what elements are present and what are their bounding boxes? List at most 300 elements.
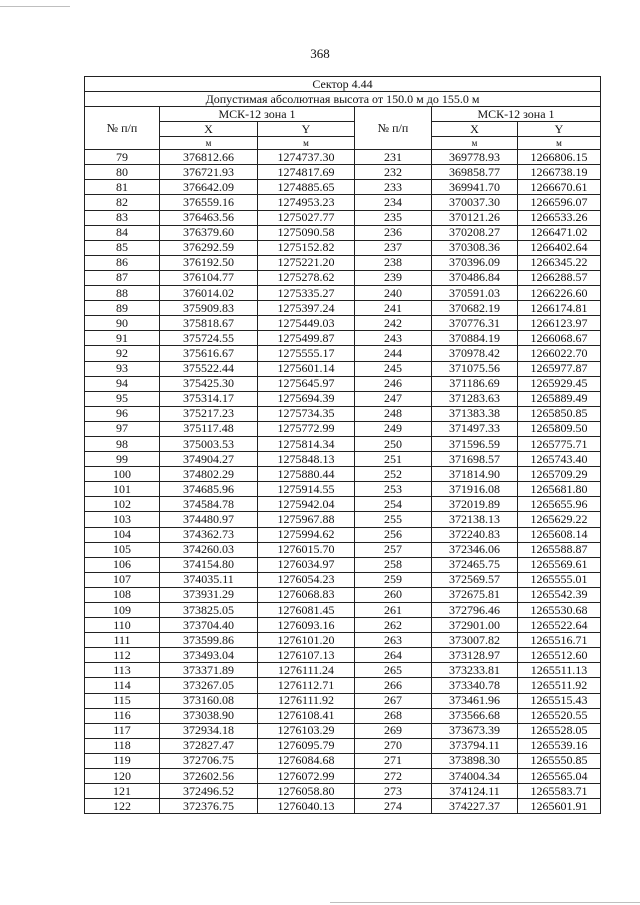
left-point-number-cell: 113 xyxy=(85,663,160,678)
left-x-coordinate-cell: 375117.48 xyxy=(160,421,258,436)
table-row xyxy=(85,301,601,316)
right-y-coordinate-cell: 1265555.01 xyxy=(518,572,601,587)
left-index-header: № п/п xyxy=(85,107,160,150)
left-x-coordinate-cell: 372934.18 xyxy=(160,723,258,738)
table-row xyxy=(85,391,601,406)
left-x-coordinate-cell: 372827.47 xyxy=(160,738,258,753)
left-x-header: X xyxy=(160,122,258,137)
table-row xyxy=(85,165,601,180)
left-point-number-cell: 82 xyxy=(85,195,160,210)
left-point-number-cell: 111 xyxy=(85,633,160,648)
right-point-number-cell: 237 xyxy=(355,240,432,255)
right-point-number-cell: 271 xyxy=(355,753,432,768)
right-x-coordinate-cell: 372346.06 xyxy=(432,542,518,557)
right-point-number-cell: 258 xyxy=(355,557,432,572)
left-x-coordinate-cell: 374904.27 xyxy=(160,452,258,467)
left-x-coordinate-cell: 374035.11 xyxy=(160,572,258,587)
right-x-unit: м xyxy=(432,137,518,150)
right-y-coordinate-cell: 1265516.71 xyxy=(518,633,601,648)
right-point-number-cell: 264 xyxy=(355,648,432,663)
left-y-coordinate-cell: 1275397.24 xyxy=(258,301,355,316)
left-point-number-cell: 107 xyxy=(85,572,160,587)
left-x-coordinate-cell: 372602.56 xyxy=(160,769,258,784)
right-point-number-cell: 249 xyxy=(355,421,432,436)
right-point-number-cell: 251 xyxy=(355,452,432,467)
left-y-coordinate-cell: 1275772.99 xyxy=(258,421,355,436)
table-row xyxy=(85,663,601,678)
left-coordinate-system-header: МСК-12 зона 1 xyxy=(160,107,355,122)
right-y-coordinate-cell: 1265629.22 xyxy=(518,512,601,527)
left-point-number-cell: 103 xyxy=(85,512,160,527)
left-x-coordinate-cell: 374260.03 xyxy=(160,542,258,557)
table-row xyxy=(85,240,601,255)
left-y-coordinate-cell: 1275449.03 xyxy=(258,316,355,331)
right-x-coordinate-cell: 370121.26 xyxy=(432,210,518,225)
left-y-coordinate-cell: 1275027.77 xyxy=(258,210,355,225)
left-x-coordinate-cell: 372706.75 xyxy=(160,753,258,768)
table-row xyxy=(85,693,601,708)
right-x-coordinate-cell: 371383.38 xyxy=(432,406,518,421)
right-y-coordinate-cell: 1265511.13 xyxy=(518,663,601,678)
left-y-coordinate-cell: 1276101.20 xyxy=(258,633,355,648)
left-point-number-cell: 80 xyxy=(85,165,160,180)
right-y-coordinate-cell: 1266174.81 xyxy=(518,301,601,316)
right-y-coordinate-cell: 1266345.22 xyxy=(518,255,601,270)
sector-title: Сектор 4.44 xyxy=(85,77,601,92)
left-point-number-cell: 94 xyxy=(85,376,160,391)
left-x-coordinate-cell: 376463.56 xyxy=(160,210,258,225)
right-point-number-cell: 247 xyxy=(355,391,432,406)
right-x-coordinate-cell: 372675.81 xyxy=(432,587,518,602)
left-y-coordinate-cell: 1275942.04 xyxy=(258,497,355,512)
right-point-number-cell: 265 xyxy=(355,663,432,678)
left-y-coordinate-cell: 1275694.39 xyxy=(258,391,355,406)
right-y-coordinate-cell: 1266596.07 xyxy=(518,195,601,210)
right-point-number-cell: 241 xyxy=(355,301,432,316)
table-row xyxy=(85,587,601,602)
right-x-coordinate-cell: 372796.46 xyxy=(432,603,518,618)
right-x-coordinate-cell: 370308.36 xyxy=(432,240,518,255)
coordinates-table-body xyxy=(85,150,601,814)
right-x-coordinate-cell: 373340.78 xyxy=(432,678,518,693)
table-row xyxy=(85,255,601,270)
right-point-number-cell: 234 xyxy=(355,195,432,210)
table-row xyxy=(85,452,601,467)
left-x-coordinate-cell: 373825.05 xyxy=(160,603,258,618)
left-point-number-cell: 102 xyxy=(85,497,160,512)
right-x-header: X xyxy=(432,122,518,137)
right-x-coordinate-cell: 371698.57 xyxy=(432,452,518,467)
right-point-number-cell: 243 xyxy=(355,331,432,346)
left-point-number-cell: 117 xyxy=(85,723,160,738)
table-row xyxy=(85,195,601,210)
left-y-coordinate-cell: 1275848.13 xyxy=(258,452,355,467)
left-point-number-cell: 110 xyxy=(85,618,160,633)
right-y-coordinate-cell: 1266670.61 xyxy=(518,180,601,195)
right-point-number-cell: 253 xyxy=(355,482,432,497)
left-point-number-cell: 90 xyxy=(85,316,160,331)
left-y-coordinate-cell: 1276103.29 xyxy=(258,723,355,738)
right-point-number-cell: 231 xyxy=(355,150,432,165)
left-y-coordinate-cell: 1274737.30 xyxy=(258,150,355,165)
left-point-number-cell: 83 xyxy=(85,210,160,225)
left-x-coordinate-cell: 376104.77 xyxy=(160,270,258,285)
right-y-coordinate-cell: 1266226.60 xyxy=(518,286,601,301)
right-point-number-cell: 239 xyxy=(355,270,432,285)
table-row xyxy=(85,361,601,376)
left-x-coordinate-cell: 376192.50 xyxy=(160,255,258,270)
left-y-coordinate-cell: 1275221.20 xyxy=(258,255,355,270)
right-y-coordinate-cell: 1265520.55 xyxy=(518,708,601,723)
scan-edge-line-top xyxy=(0,6,70,7)
right-point-number-cell: 252 xyxy=(355,467,432,482)
left-y-coordinate-cell: 1276068.83 xyxy=(258,587,355,602)
left-y-coordinate-cell: 1276108.41 xyxy=(258,708,355,723)
table-row xyxy=(85,270,601,285)
table-row xyxy=(85,180,601,195)
table-row xyxy=(85,603,601,618)
left-x-coordinate-cell: 373038.90 xyxy=(160,708,258,723)
right-y-coordinate-cell: 1265530.68 xyxy=(518,603,601,618)
left-point-number-cell: 104 xyxy=(85,527,160,542)
left-x-coordinate-cell: 374480.97 xyxy=(160,512,258,527)
table-row xyxy=(85,784,601,799)
right-point-number-cell: 242 xyxy=(355,316,432,331)
right-y-coordinate-cell: 1265511.92 xyxy=(518,678,601,693)
right-x-coordinate-cell: 374124.11 xyxy=(432,784,518,799)
left-x-coordinate-cell: 374802.29 xyxy=(160,467,258,482)
right-y-coordinate-cell: 1265550.85 xyxy=(518,753,601,768)
right-point-number-cell: 245 xyxy=(355,361,432,376)
left-point-number-cell: 109 xyxy=(85,603,160,618)
right-y-header: Y xyxy=(518,122,601,137)
right-x-coordinate-cell: 374227.37 xyxy=(432,799,518,814)
right-point-number-cell: 250 xyxy=(355,436,432,451)
right-x-coordinate-cell: 369941.70 xyxy=(432,180,518,195)
table-row xyxy=(85,286,601,301)
left-y-coordinate-cell: 1274953.23 xyxy=(258,195,355,210)
left-point-number-cell: 95 xyxy=(85,391,160,406)
table-row xyxy=(85,376,601,391)
left-point-number-cell: 96 xyxy=(85,406,160,421)
right-y-coordinate-cell: 1265743.40 xyxy=(518,452,601,467)
table-row xyxy=(85,331,601,346)
right-x-coordinate-cell: 370884.19 xyxy=(432,331,518,346)
right-coordinate-system-header: МСК-12 зона 1 xyxy=(432,107,601,122)
left-point-number-cell: 88 xyxy=(85,286,160,301)
left-x-coordinate-cell: 375217.23 xyxy=(160,406,258,421)
right-x-coordinate-cell: 370396.09 xyxy=(432,255,518,270)
left-point-number-cell: 97 xyxy=(85,421,160,436)
right-y-coordinate-cell: 1265515.43 xyxy=(518,693,601,708)
left-x-coordinate-cell: 375724.55 xyxy=(160,331,258,346)
right-x-coordinate-cell: 371596.59 xyxy=(432,436,518,451)
right-point-number-cell: 263 xyxy=(355,633,432,648)
right-x-coordinate-cell: 373794.11 xyxy=(432,738,518,753)
left-point-number-cell: 108 xyxy=(85,587,160,602)
left-y-coordinate-cell: 1275278.62 xyxy=(258,270,355,285)
left-y-coordinate-cell: 1274885.65 xyxy=(258,180,355,195)
left-y-coordinate-cell: 1276111.24 xyxy=(258,663,355,678)
left-point-number-cell: 91 xyxy=(85,331,160,346)
left-y-coordinate-cell: 1275880.44 xyxy=(258,467,355,482)
left-y-coordinate-cell: 1275994.62 xyxy=(258,527,355,542)
right-x-coordinate-cell: 373898.30 xyxy=(432,753,518,768)
left-x-coordinate-cell: 374685.96 xyxy=(160,482,258,497)
right-x-coordinate-cell: 370682.19 xyxy=(432,301,518,316)
right-y-coordinate-cell: 1265588.87 xyxy=(518,542,601,557)
left-point-number-cell: 106 xyxy=(85,557,160,572)
left-point-number-cell: 118 xyxy=(85,738,160,753)
left-x-coordinate-cell: 376014.02 xyxy=(160,286,258,301)
right-y-coordinate-cell: 1266806.15 xyxy=(518,150,601,165)
right-x-coordinate-cell: 370208.27 xyxy=(432,225,518,240)
right-y-coordinate-cell: 1265681.80 xyxy=(518,482,601,497)
left-point-number-cell: 99 xyxy=(85,452,160,467)
table-row xyxy=(85,618,601,633)
table-row xyxy=(85,482,601,497)
left-y-coordinate-cell: 1275090.58 xyxy=(258,225,355,240)
right-y-coordinate-cell: 1265539.16 xyxy=(518,738,601,753)
left-point-number-cell: 101 xyxy=(85,482,160,497)
right-y-coordinate-cell: 1265512.60 xyxy=(518,648,601,663)
right-x-coordinate-cell: 373461.96 xyxy=(432,693,518,708)
right-x-coordinate-cell: 369778.93 xyxy=(432,150,518,165)
table-row xyxy=(85,436,601,451)
left-point-number-cell: 87 xyxy=(85,270,160,285)
table-row xyxy=(85,753,601,768)
right-y-coordinate-cell: 1265601.91 xyxy=(518,799,601,814)
right-x-coordinate-cell: 371075.56 xyxy=(432,361,518,376)
height-range-title: Допустимая абсолютная высота от 150.0 м до 155.0 м xyxy=(85,92,601,107)
left-point-number-cell: 100 xyxy=(85,467,160,482)
right-point-number-cell: 244 xyxy=(355,346,432,361)
left-x-coordinate-cell: 376642.09 xyxy=(160,180,258,195)
right-point-number-cell: 235 xyxy=(355,210,432,225)
right-y-coordinate-cell: 1265889.49 xyxy=(518,391,601,406)
left-point-number-cell: 115 xyxy=(85,693,160,708)
right-y-coordinate-cell: 1266068.67 xyxy=(518,331,601,346)
right-x-coordinate-cell: 372901.00 xyxy=(432,618,518,633)
right-index-header: № п/п xyxy=(355,107,432,150)
left-y-coordinate-cell: 1276111.92 xyxy=(258,693,355,708)
right-y-coordinate-cell: 1265929.45 xyxy=(518,376,601,391)
right-y-coordinate-cell: 1266123.97 xyxy=(518,316,601,331)
right-point-number-cell: 267 xyxy=(355,693,432,708)
left-y-coordinate-cell: 1276093.16 xyxy=(258,618,355,633)
right-y-coordinate-cell: 1266738.19 xyxy=(518,165,601,180)
left-x-coordinate-cell: 373371.89 xyxy=(160,663,258,678)
left-x-coordinate-cell: 373267.05 xyxy=(160,678,258,693)
right-point-number-cell: 257 xyxy=(355,542,432,557)
right-y-coordinate-cell: 1265809.50 xyxy=(518,421,601,436)
right-y-coordinate-cell: 1265608.14 xyxy=(518,527,601,542)
coordinates-table xyxy=(84,76,601,814)
right-point-number-cell: 268 xyxy=(355,708,432,723)
scan-edge-line-bottom xyxy=(330,902,640,903)
right-point-number-cell: 261 xyxy=(355,603,432,618)
left-y-coordinate-cell: 1275499.87 xyxy=(258,331,355,346)
left-y-coordinate-cell: 1276081.45 xyxy=(258,603,355,618)
right-x-coordinate-cell: 370486.84 xyxy=(432,270,518,285)
right-y-coordinate-cell: 1266402.64 xyxy=(518,240,601,255)
left-x-coordinate-cell: 375314.17 xyxy=(160,391,258,406)
right-x-coordinate-cell: 371186.69 xyxy=(432,376,518,391)
left-point-number-cell: 85 xyxy=(85,240,160,255)
table-row xyxy=(85,542,601,557)
left-y-coordinate-cell: 1275645.97 xyxy=(258,376,355,391)
left-y-header: Y xyxy=(258,122,355,137)
left-x-coordinate-cell: 373599.86 xyxy=(160,633,258,648)
right-point-number-cell: 238 xyxy=(355,255,432,270)
table-row xyxy=(85,572,601,587)
right-point-number-cell: 259 xyxy=(355,572,432,587)
right-x-coordinate-cell: 371814.90 xyxy=(432,467,518,482)
right-x-coordinate-cell: 370776.31 xyxy=(432,316,518,331)
left-x-coordinate-cell: 372496.52 xyxy=(160,784,258,799)
table-row xyxy=(85,346,601,361)
right-point-number-cell: 248 xyxy=(355,406,432,421)
table-row xyxy=(85,210,601,225)
left-y-coordinate-cell: 1275914.55 xyxy=(258,482,355,497)
right-point-number-cell: 240 xyxy=(355,286,432,301)
right-y-coordinate-cell: 1265655.96 xyxy=(518,497,601,512)
left-point-number-cell: 105 xyxy=(85,542,160,557)
left-point-number-cell: 116 xyxy=(85,708,160,723)
left-point-number-cell: 84 xyxy=(85,225,160,240)
left-x-coordinate-cell: 373931.29 xyxy=(160,587,258,602)
left-y-coordinate-cell: 1275601.14 xyxy=(258,361,355,376)
table-row xyxy=(85,633,601,648)
left-point-number-cell: 122 xyxy=(85,799,160,814)
right-point-number-cell: 272 xyxy=(355,769,432,784)
right-point-number-cell: 246 xyxy=(355,376,432,391)
left-y-coordinate-cell: 1276084.68 xyxy=(258,753,355,768)
table-row xyxy=(85,467,601,482)
table-row xyxy=(85,678,601,693)
left-y-coordinate-cell: 1276040.13 xyxy=(258,799,355,814)
left-x-coordinate-cell: 376559.16 xyxy=(160,195,258,210)
right-point-number-cell: 262 xyxy=(355,618,432,633)
table-row xyxy=(85,557,601,572)
left-x-coordinate-cell: 375909.83 xyxy=(160,301,258,316)
left-point-number-cell: 81 xyxy=(85,180,160,195)
table-row xyxy=(85,738,601,753)
right-y-coordinate-cell: 1265977.87 xyxy=(518,361,601,376)
page-number: 368 xyxy=(310,46,330,61)
right-x-coordinate-cell: 372465.75 xyxy=(432,557,518,572)
right-point-number-cell: 233 xyxy=(355,180,432,195)
left-y-coordinate-cell: 1275555.17 xyxy=(258,346,355,361)
right-y-coordinate-cell: 1265775.71 xyxy=(518,436,601,451)
right-y-coordinate-cell: 1266533.26 xyxy=(518,210,601,225)
left-y-coordinate-cell: 1274817.69 xyxy=(258,165,355,180)
left-x-coordinate-cell: 373160.08 xyxy=(160,693,258,708)
table-row xyxy=(85,769,601,784)
left-point-number-cell: 86 xyxy=(85,255,160,270)
coordinates-table-container xyxy=(84,76,600,814)
right-y-coordinate-cell: 1266471.02 xyxy=(518,225,601,240)
table-row xyxy=(85,150,601,165)
left-y-coordinate-cell: 1275967.88 xyxy=(258,512,355,527)
right-point-number-cell: 274 xyxy=(355,799,432,814)
right-point-number-cell: 232 xyxy=(355,165,432,180)
left-point-number-cell: 120 xyxy=(85,769,160,784)
right-x-coordinate-cell: 373673.39 xyxy=(432,723,518,738)
left-x-coordinate-cell: 375522.44 xyxy=(160,361,258,376)
table-row xyxy=(85,316,601,331)
left-point-number-cell: 114 xyxy=(85,678,160,693)
right-y-coordinate-cell: 1265542.39 xyxy=(518,587,601,602)
left-y-coordinate-cell: 1275335.27 xyxy=(258,286,355,301)
right-point-number-cell: 255 xyxy=(355,512,432,527)
left-x-coordinate-cell: 375616.67 xyxy=(160,346,258,361)
left-y-coordinate-cell: 1276015.70 xyxy=(258,542,355,557)
left-y-coordinate-cell: 1276112.71 xyxy=(258,678,355,693)
right-y-unit: м xyxy=(518,137,601,150)
left-point-number-cell: 89 xyxy=(85,301,160,316)
table-row xyxy=(85,406,601,421)
table-row xyxy=(85,512,601,527)
left-point-number-cell: 121 xyxy=(85,784,160,799)
left-y-coordinate-cell: 1275734.35 xyxy=(258,406,355,421)
right-x-coordinate-cell: 370978.42 xyxy=(432,346,518,361)
right-y-coordinate-cell: 1265528.05 xyxy=(518,723,601,738)
left-point-number-cell: 93 xyxy=(85,361,160,376)
right-x-coordinate-cell: 371283.63 xyxy=(432,391,518,406)
left-x-coordinate-cell: 376721.93 xyxy=(160,165,258,180)
left-x-coordinate-cell: 375003.53 xyxy=(160,436,258,451)
right-x-coordinate-cell: 372138.13 xyxy=(432,512,518,527)
right-point-number-cell: 273 xyxy=(355,784,432,799)
right-point-number-cell: 270 xyxy=(355,738,432,753)
right-x-coordinate-cell: 370037.30 xyxy=(432,195,518,210)
right-x-coordinate-cell: 373007.82 xyxy=(432,633,518,648)
left-point-number-cell: 98 xyxy=(85,436,160,451)
right-x-coordinate-cell: 371916.08 xyxy=(432,482,518,497)
left-y-coordinate-cell: 1276072.99 xyxy=(258,769,355,784)
left-point-number-cell: 79 xyxy=(85,150,160,165)
right-y-coordinate-cell: 1265583.71 xyxy=(518,784,601,799)
right-point-number-cell: 236 xyxy=(355,225,432,240)
table-row xyxy=(85,799,601,814)
table-row xyxy=(85,225,601,240)
left-point-number-cell: 112 xyxy=(85,648,160,663)
right-y-coordinate-cell: 1265850.85 xyxy=(518,406,601,421)
left-point-number-cell: 92 xyxy=(85,346,160,361)
right-x-coordinate-cell: 373233.81 xyxy=(432,663,518,678)
right-y-coordinate-cell: 1265709.29 xyxy=(518,467,601,482)
right-point-number-cell: 260 xyxy=(355,587,432,602)
right-x-coordinate-cell: 371497.33 xyxy=(432,421,518,436)
table-row xyxy=(85,421,601,436)
right-x-coordinate-cell: 370591.03 xyxy=(432,286,518,301)
left-y-coordinate-cell: 1276095.79 xyxy=(258,738,355,753)
left-x-coordinate-cell: 374584.78 xyxy=(160,497,258,512)
left-x-coordinate-cell: 372376.75 xyxy=(160,799,258,814)
left-x-coordinate-cell: 376292.59 xyxy=(160,240,258,255)
right-point-number-cell: 256 xyxy=(355,527,432,542)
left-x-unit: м xyxy=(160,137,258,150)
left-y-coordinate-cell: 1275152.82 xyxy=(258,240,355,255)
left-y-coordinate-cell: 1276054.23 xyxy=(258,572,355,587)
right-x-coordinate-cell: 374004.34 xyxy=(432,769,518,784)
right-x-coordinate-cell: 372569.57 xyxy=(432,572,518,587)
left-y-coordinate-cell: 1275814.34 xyxy=(258,436,355,451)
left-x-coordinate-cell: 375818.67 xyxy=(160,316,258,331)
table-row xyxy=(85,708,601,723)
left-y-coordinate-cell: 1276058.80 xyxy=(258,784,355,799)
